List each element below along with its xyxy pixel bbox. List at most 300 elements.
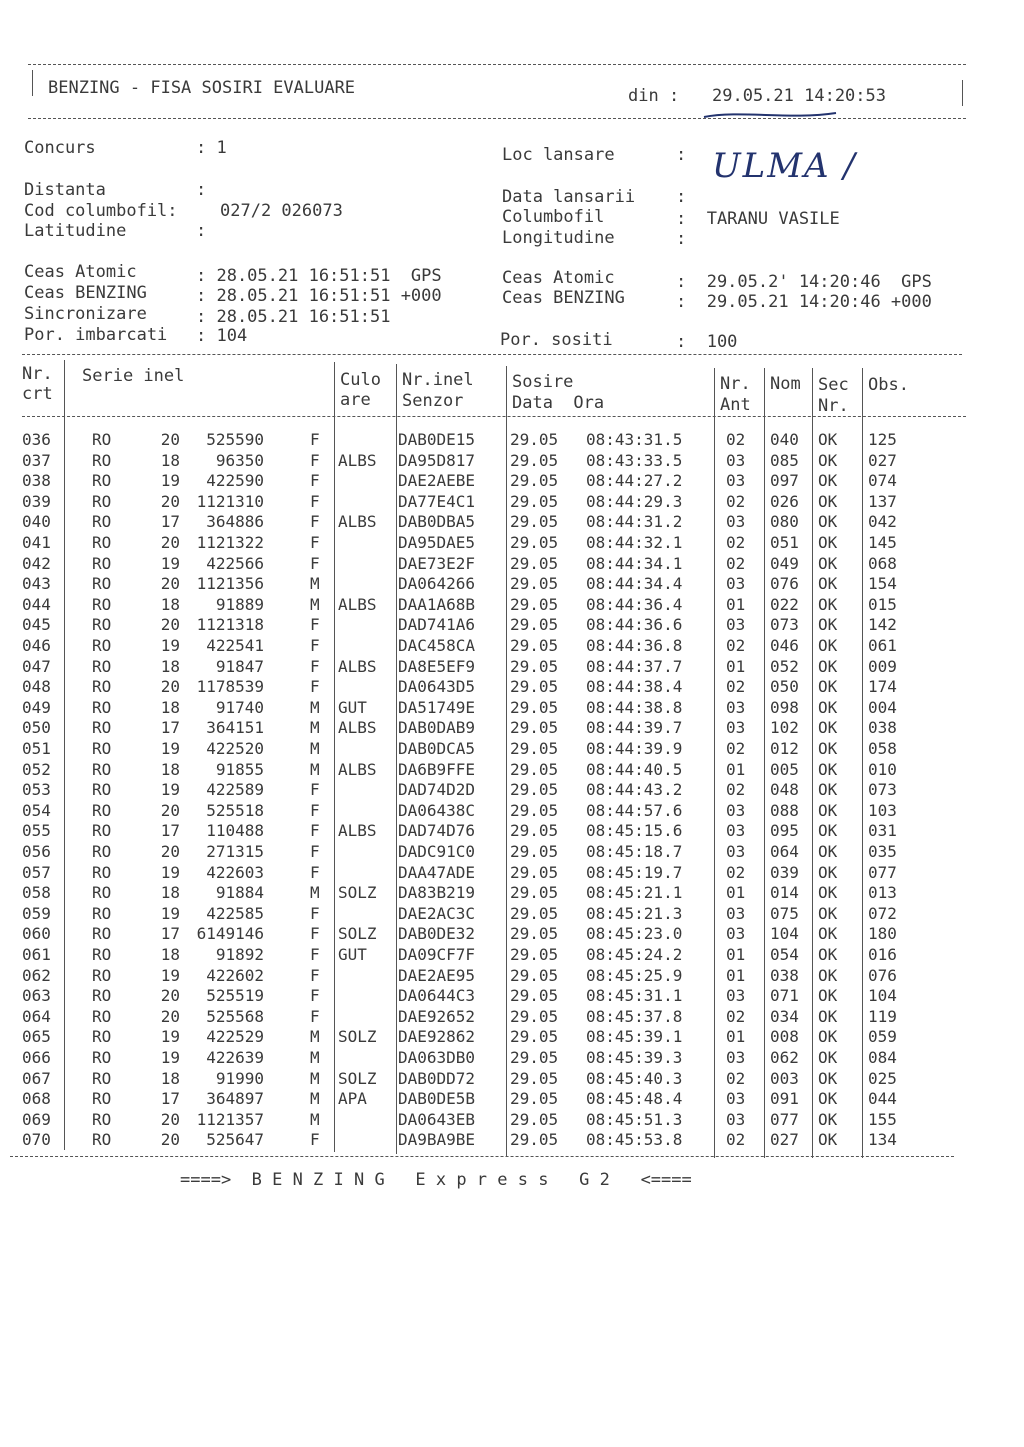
loc-lansare-colon: : [676,145,687,165]
cell-sec: OK [818,1006,838,1026]
table-row [0,492,1024,512]
cell-an: 19 [160,780,180,800]
cell-data: 29.05 [510,842,559,861]
cell-tara: RO [92,986,112,1006]
cell-inel: 1121318 [196,615,264,635]
cell-obs: 134 [868,1130,897,1150]
cell-sex: F [310,986,320,1006]
cell-sex: F [310,615,320,635]
cell-tara: RO [92,924,112,944]
cell-obs: 035 [868,842,897,861]
cell-obs: 103 [868,800,897,820]
cell-sex: M [310,718,320,738]
cell-obs: 155 [868,1109,897,1129]
cell-sec: OK [818,883,838,903]
cell-obs: 013 [868,883,897,903]
columbofil-label: Columbofil [502,207,605,227]
cell-nr: 059 [22,903,51,923]
cell-sex: F [310,821,320,841]
cell-nr: 041 [22,533,51,552]
table-row [0,780,1024,800]
cell-ant: 03 [726,1048,746,1067]
cell-obs: 084 [868,1048,897,1067]
cell-cul: ALBS [338,821,377,841]
cell-nom: 046 [770,636,799,655]
cell-cul: GUT [338,945,367,964]
cell-ora: 08:44:39.9 [586,739,683,758]
cell-an: 19 [160,965,180,985]
cell-an: 18 [160,1068,180,1088]
cell-ora: 08:44:36.6 [586,615,683,635]
cell-nr: 063 [22,986,51,1006]
cell-tara: RO [92,1089,112,1109]
cell-ant: 03 [726,842,746,861]
cell-senzor: DAB0DAB9 [398,718,476,738]
cell-tara: RO [92,450,112,470]
cell-data: 29.05 [510,1027,559,1047]
cell-nom: 026 [770,491,799,511]
cell-data: 29.05 [510,903,559,923]
col-culoare-2: are [340,390,371,410]
table-row [0,904,1024,924]
cell-data: 29.05 [510,450,559,470]
cell-inel: 525590 [206,430,264,449]
cell-ora: 08:44:36.4 [586,594,683,614]
ceas-benzing-start-label: Ceas BENZING [24,283,147,303]
cell-data: 29.05 [510,1130,559,1150]
cell-inel: 422520 [206,739,264,758]
cell-senzor: DAC458CA [398,636,476,655]
cell-nom: 102 [770,718,799,738]
table-row [0,471,1024,491]
cell-inel: 91889 [215,594,264,614]
concurs-value: : 1 [196,138,227,158]
cell-data: 29.05 [510,739,559,758]
cell-tara: RO [92,1109,112,1129]
cell-nom: 005 [770,759,799,779]
table-row [0,821,1024,841]
cell-an: 20 [160,615,180,635]
cell-inel: 91884 [215,883,264,903]
cell-senzor: DA77E4C1 [398,491,476,511]
cell-sex: F [310,924,320,944]
cell-ora: 08:45:51.3 [586,1109,683,1129]
cell-sec: OK [818,945,838,964]
cell-inel: 422602 [206,965,264,985]
cell-data: 29.05 [510,697,559,717]
longitudine-label: Longitudine [502,228,615,248]
cell-data: 29.05 [510,615,559,635]
cell-senzor: DAB0DE32 [398,924,476,944]
header-right-border [962,80,963,106]
cell-nr: 053 [22,780,51,800]
cell-data: 29.05 [510,986,559,1006]
cell-tara: RO [92,862,112,882]
cell-senzor: DAE92652 [398,1006,476,1026]
cell-sec: OK [818,759,838,779]
cell-sex: M [310,1027,320,1047]
cell-ant: 01 [726,759,746,779]
cell-sec: OK [818,718,838,738]
cell-data: 29.05 [510,965,559,985]
cell-an: 20 [160,1006,180,1026]
cell-tara: RO [92,697,112,717]
cell-senzor: DAE92862 [398,1027,476,1047]
sincronizare-label: Sincronizare [24,304,147,324]
cell-an: 20 [160,491,180,511]
cell-inel: 1121322 [196,533,264,552]
cell-cul: APA [338,1089,367,1109]
por-sositi-value: : 100 [676,332,738,352]
cell-senzor: DAE2AEBE [398,471,476,491]
cell-obs: 142 [868,615,897,635]
cell-tara: RO [92,553,112,573]
cell-cul: ALBS [338,718,377,738]
cell-data: 29.05 [510,1109,559,1129]
cell-inel: 525518 [206,800,264,820]
cell-ora: 08:44:57.6 [586,800,683,820]
cell-an: 18 [160,759,180,779]
cell-senzor: DAB0DBA5 [398,512,476,532]
cell-sec: OK [818,615,838,635]
cell-senzor: DA95DAE5 [398,533,476,552]
distanta-value: : [196,180,207,200]
cell-sex: F [310,842,320,861]
cell-tara: RO [92,533,112,552]
cell-data: 29.05 [510,883,559,903]
cell-ora: 08:45:53.8 [586,1130,683,1150]
cell-inel: 1121357 [196,1109,264,1129]
cell-inel: 422529 [206,1027,264,1047]
sincronizare-value: : 28.05.21 16:51:51 [196,307,391,327]
table-row [0,533,1024,553]
cell-inel: 110488 [206,821,264,841]
cell-inel: 422585 [206,903,264,923]
cell-tara: RO [92,903,112,923]
cell-nr: 043 [22,574,51,594]
cell-sec: OK [818,430,838,449]
ceas-atomic-end-value: : 29.05.2' 14:20:46 GPS [676,272,932,292]
cell-an: 18 [160,883,180,903]
table-row [0,718,1024,738]
cell-cul: SOLZ [338,1068,377,1088]
cell-inel: 422589 [206,780,264,800]
cell-senzor: DAA1A68B [398,594,476,614]
por-imbarcati-label: Por. imbarcati [24,325,168,345]
table-row [0,1069,1024,1089]
cell-ant: 03 [726,903,746,923]
cell-cul: SOLZ [338,1027,377,1047]
cell-cul: ALBS [338,450,377,470]
cell-ant: 03 [726,512,746,532]
cell-tara: RO [92,945,112,964]
cell-sex: F [310,471,320,491]
cell-sex: M [310,697,320,717]
cell-tara: RO [92,1006,112,1026]
cell-cul: ALBS [338,656,377,676]
cell-inel: 1121356 [196,574,264,594]
cell-senzor: DAD741A6 [398,615,476,635]
cell-nom: 097 [770,471,799,491]
cell-nom: 091 [770,1089,799,1109]
cell-senzor: DA0643EB [398,1109,476,1129]
cell-obs: 044 [868,1089,897,1109]
cell-nom: 073 [770,615,799,635]
cell-sec: OK [818,800,838,820]
cell-senzor: DADC91C0 [398,842,476,861]
cell-obs: 027 [868,450,897,470]
cell-inel: 364886 [206,512,264,532]
cell-ant: 01 [726,883,746,903]
cell-obs: 072 [868,903,897,923]
cell-cul: GUT [338,697,367,717]
cell-sec: OK [818,1089,838,1109]
cell-ant: 03 [726,986,746,1006]
cell-sex: F [310,780,320,800]
latitudine-value: : [196,221,207,241]
cell-sec: OK [818,533,838,552]
cell-sec: OK [818,780,838,800]
cell-nr: 056 [22,842,51,861]
table-row [0,883,1024,903]
cell-nom: 039 [770,862,799,882]
col-obs: Obs. [868,375,909,395]
cell-nom: 071 [770,986,799,1006]
cell-sex: F [310,677,320,697]
cell-an: 20 [160,800,180,820]
cell-data: 29.05 [510,553,559,573]
cell-obs: 010 [868,759,897,779]
cell-nom: 052 [770,656,799,676]
cell-nom: 095 [770,821,799,841]
cell-sex: F [310,903,320,923]
cell-ora: 08:44:29.3 [586,491,683,511]
cell-ora: 08:45:25.9 [586,965,683,985]
cell-nr: 046 [22,636,51,655]
table-row [0,1048,1024,1068]
cell-nom: 008 [770,1027,799,1047]
cod-value: 027/2 026073 [220,201,343,221]
table-row [0,677,1024,697]
cell-tara: RO [92,800,112,820]
col-nom: Nom [770,374,801,394]
cell-an: 20 [160,430,180,449]
cell-nom: 077 [770,1109,799,1129]
cell-an: 19 [160,471,180,491]
cell-sec: OK [818,842,838,861]
cell-sex: M [310,883,320,903]
data-lansarii-value: : [676,187,687,207]
footer-banner: ====> B E N Z I N G E x p r e s s G 2 <==== [180,1170,692,1190]
cell-sec: OK [818,1048,838,1067]
cell-inel: 422566 [206,553,264,573]
cell-nom: 098 [770,697,799,717]
cell-ant: 01 [726,965,746,985]
header-bottom-rule [28,118,966,119]
longitudine-value: : [676,229,687,249]
cell-an: 19 [160,862,180,882]
cell-sex: F [310,800,320,820]
cell-an: 17 [160,718,180,738]
loc-lansare-label: Loc lansare [502,145,615,165]
cell-sex: F [310,1130,320,1150]
col-serie-inel: Serie inel [82,366,185,386]
table-row [0,986,1024,1006]
cell-nr: 051 [22,739,51,758]
cell-sex: M [310,1048,320,1067]
table-bottom-rule [10,1156,954,1157]
cell-data: 29.05 [510,1068,559,1088]
cell-tara: RO [92,594,112,614]
ceas-benzing-end-label: Ceas BENZING [502,288,625,308]
table-row [0,924,1024,944]
cell-ant: 03 [726,697,746,717]
cell-ora: 08:44:27.2 [586,471,683,491]
cell-ant: 03 [726,615,746,635]
cell-sec: OK [818,553,838,573]
cell-nom: 027 [770,1130,799,1150]
cell-tara: RO [92,677,112,697]
cell-ant: 02 [726,677,746,697]
cell-an: 17 [160,1089,180,1109]
cell-sex: M [310,739,320,758]
cell-obs: 025 [868,1068,897,1088]
cell-data: 29.05 [510,677,559,697]
cell-ora: 08:44:32.1 [586,533,683,552]
cell-nom: 088 [770,800,799,820]
cell-ora: 08:45:31.1 [586,986,683,1006]
cell-sex: F [310,430,320,449]
table-row [0,1089,1024,1109]
cell-data: 29.05 [510,800,559,820]
cell-tara: RO [92,739,112,758]
cell-nom: 064 [770,842,799,861]
cell-nom: 050 [770,677,799,697]
cell-obs: 016 [868,945,897,964]
cell-obs: 180 [868,924,897,944]
cell-sex: F [310,1006,320,1026]
cell-cul: ALBS [338,512,377,532]
cell-nom: 049 [770,553,799,573]
cell-ora: 08:44:31.2 [586,512,683,532]
table-row [0,801,1024,821]
cell-ant: 01 [726,594,746,614]
cell-sec: OK [818,512,838,532]
cell-inel: 1178539 [196,677,264,697]
cell-data: 29.05 [510,759,559,779]
cell-tara: RO [92,491,112,511]
cell-ant: 02 [726,533,746,552]
cell-sec: OK [818,471,838,491]
cell-an: 18 [160,594,180,614]
cell-nr: 052 [22,759,51,779]
table-header-rule [22,416,966,417]
cell-senzor: DA063DB0 [398,1048,476,1067]
cell-inel: 91847 [215,656,264,676]
cell-obs: 038 [868,718,897,738]
cell-ora: 08:45:39.1 [586,1027,683,1047]
cell-data: 29.05 [510,1006,559,1026]
cell-ant: 02 [726,780,746,800]
table-row [0,451,1024,471]
col-nrant-1: Nr. [720,374,751,394]
cell-sex: F [310,965,320,985]
cell-senzor: DA06438C [398,800,476,820]
header-left-border [32,70,33,96]
cell-inel: 525647 [206,1130,264,1150]
cell-ant: 03 [726,574,746,594]
table-top-rule [22,354,962,355]
col-sec-2: Nr. [818,396,849,416]
cell-data: 29.05 [510,471,559,491]
col-sosire-1: Sosire [512,372,574,392]
cell-senzor: DA0644C3 [398,986,476,1006]
por-sositi-label: Por. sositi [500,330,613,350]
cell-tara: RO [92,883,112,903]
cell-ant: 03 [726,821,746,841]
table-row [0,966,1024,986]
cell-ora: 08:45:23.0 [586,924,683,944]
cell-sex: F [310,656,320,676]
cell-ora: 08:45:39.3 [586,1048,683,1067]
cell-tara: RO [92,821,112,841]
cell-nr: 065 [22,1027,51,1047]
cell-nr: 060 [22,924,51,944]
cell-tara: RO [92,759,112,779]
cell-ant: 02 [726,1068,746,1088]
handwritten-underline [700,108,840,122]
cell-ora: 08:45:40.3 [586,1068,683,1088]
cell-an: 17 [160,512,180,532]
cell-senzor: DA95D817 [398,450,476,470]
cell-obs: 137 [868,491,897,511]
cell-ora: 08:44:38.8 [586,697,683,717]
cell-cul: ALBS [338,759,377,779]
cell-sec: OK [818,903,838,923]
ceas-atomic-end-label: Ceas Atomic [502,268,615,288]
report-datetime: 29.05.21 14:20:53 [712,86,886,106]
cell-sec: OK [818,1068,838,1088]
cell-nom: 022 [770,594,799,614]
col-crt: crt [22,384,53,404]
cell-data: 29.05 [510,594,559,614]
cell-sex: F [310,636,320,655]
cell-ant: 02 [726,862,746,882]
cell-ant: 01 [726,1027,746,1047]
table-row [0,1007,1024,1027]
cell-nr: 047 [22,656,51,676]
cell-ora: 08:45:21.3 [586,903,683,923]
cell-obs: 119 [868,1006,897,1026]
cell-sex: M [310,1109,320,1129]
cell-nom: 003 [770,1068,799,1088]
cell-tara: RO [92,636,112,655]
cell-ora: 08:44:39.7 [586,718,683,738]
cell-inel: 422541 [206,636,264,655]
col-nrinel-2: Senzor [402,391,464,411]
cell-sec: OK [818,574,838,594]
table-row [0,636,1024,656]
cell-an: 19 [160,903,180,923]
data-lansarii-label: Data lansarii [502,187,636,207]
cell-inel: 91892 [215,945,264,964]
cell-sex: M [310,1068,320,1088]
table-row [0,430,1024,450]
cell-inel: 91855 [215,759,264,779]
cell-nr: 067 [22,1068,51,1088]
cell-senzor: DA8E5EF9 [398,656,476,676]
cell-ora: 08:44:40.5 [586,759,683,779]
